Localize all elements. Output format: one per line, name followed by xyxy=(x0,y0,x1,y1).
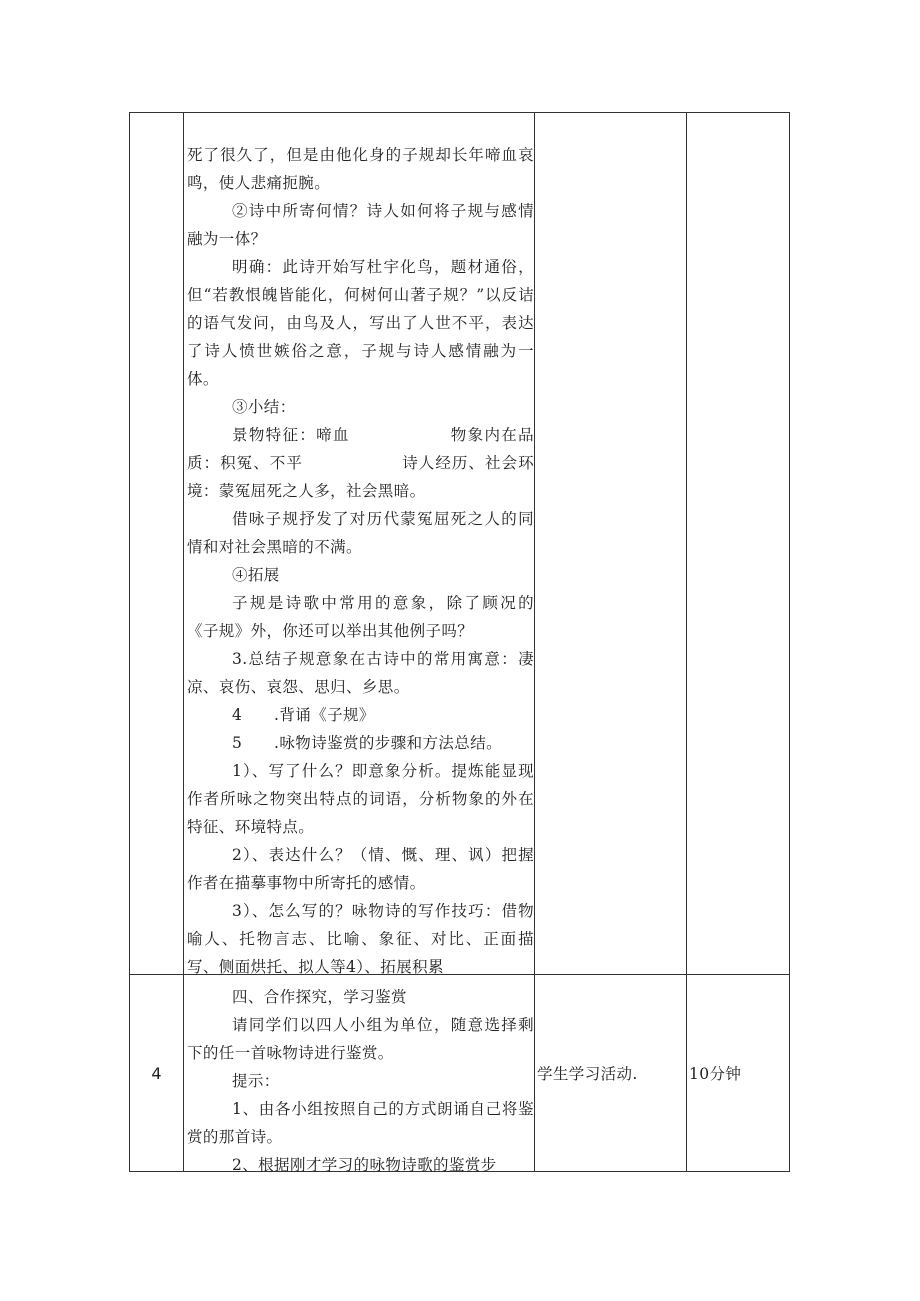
student-activity: 学生学习活动. xyxy=(537,1065,638,1083)
step-number: 4 xyxy=(151,1063,162,1083)
content-line: 四、合作探究，学习鉴赏 xyxy=(232,988,407,1006)
step-number xyxy=(130,113,183,974)
lesson-plan-table xyxy=(129,112,790,1172)
content-line: 1）、写了什么？即意象分析。提炼能显现作者所咏之物突出特点的词语，分析物象的外在特征、环境特点。 xyxy=(187,762,534,836)
teaching-content xyxy=(187,983,534,1179)
time-allotted: 10分钟 xyxy=(689,1065,742,1083)
teaching-content-cell xyxy=(184,113,535,975)
content-line: 请同学们以四人小组为单位，随意选择剩下的任一首咏物诗进行鉴赏。 xyxy=(187,1016,534,1062)
content-line: ③小结： xyxy=(232,398,296,416)
content-line: 5 .咏物诗鉴赏的步骤和方法总结。 xyxy=(232,734,502,752)
content-line: 2、根据刚才学习的咏物诗歌的鉴赏步 xyxy=(232,1156,497,1174)
time-cell xyxy=(687,975,790,1172)
student-activity xyxy=(535,113,686,974)
content-line: 死了很久了，但是由他化身的子规却长年啼血哀鸣，使人悲痛扼腕。 xyxy=(187,146,534,192)
content-line: 4 .背诵《子规》 xyxy=(232,706,375,724)
content-line: 3）、怎么写的？咏物诗的写作技巧：借物喻人、托物言志、比喻、象征、对比、正面描写、侧面烘托、拟人等4）、拓展积累 xyxy=(187,902,534,976)
content-line: 明确：此诗开始写杜宇化鸟，题材通俗，但“若教恨魄皆能化，何树何山著子规？”以反诘的语气发问，由鸟及人，写出了人世不平，表达了诗人愤世嫉俗之意，子规与诗人感情融为一体。 xyxy=(187,258,534,388)
content-line: 2）、表达什么？（情、慨、理、讽）把握作者在描摹事物中所寄托的感情。 xyxy=(187,846,534,892)
step-number-cell xyxy=(130,113,184,975)
student-activity-cell xyxy=(535,975,687,1172)
teaching-content xyxy=(187,141,534,981)
content-line: 1、由各小组按照自己的方式朗诵自己将鉴赏的那首诗。 xyxy=(187,1100,534,1146)
step-number-cell xyxy=(130,975,184,1172)
content-line: 景物特征：啼血 物象内在品质：积冤、不平 诗人经历、社会环境：蒙冤屈死之人多，社会黑暗。 xyxy=(187,426,534,500)
time-cell xyxy=(687,113,790,975)
content-line: 提示： xyxy=(232,1072,280,1090)
teaching-content-cell xyxy=(184,975,535,1172)
time-allotted xyxy=(687,113,789,974)
content-line: 借咏子规抒发了对历代蒙冤屈死之人的同情和对社会黑暗的不满。 xyxy=(187,510,534,556)
student-activity-cell xyxy=(535,113,687,975)
content-line: ②诗中所寄何情？诗人如何将子规与感情融为一体？ xyxy=(187,202,534,248)
content-line: 3.总结子规意象在古诗中的常用寓意：凄凉、哀伤、哀怨、思归、乡思。 xyxy=(187,650,534,696)
content-line: ④拓展 xyxy=(232,566,280,584)
content-line: 子规是诗歌中常用的意象，除了顾况的《子规》外，你还可以举出其他例子吗？ xyxy=(187,594,534,640)
